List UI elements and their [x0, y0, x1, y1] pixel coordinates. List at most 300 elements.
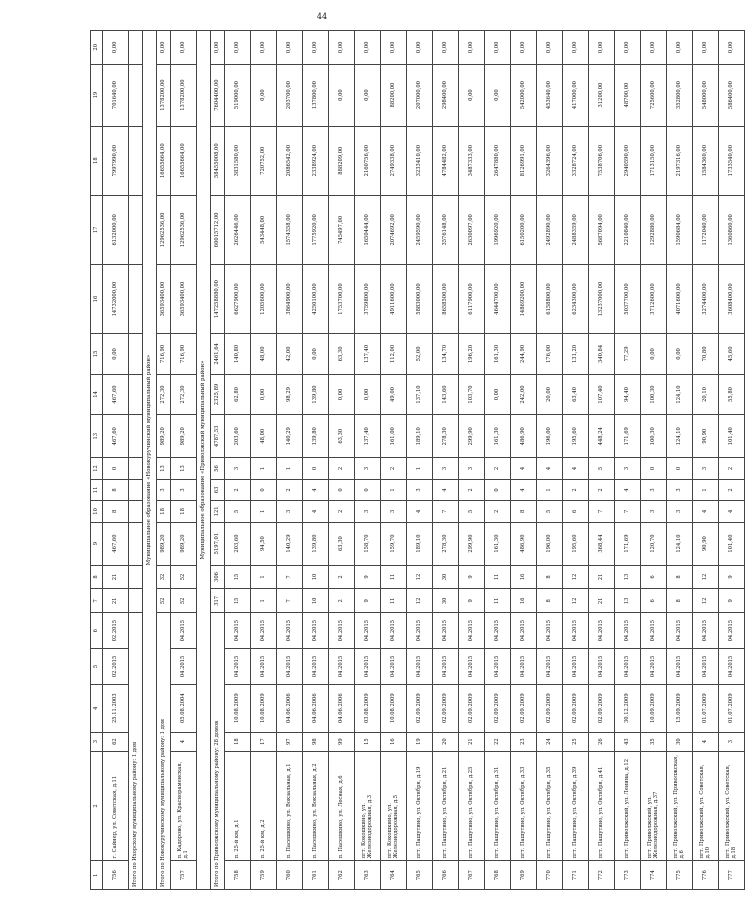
table-cell: 542000,00 [511, 64, 537, 126]
table-cell: 2749338,00 [381, 126, 407, 195]
table-cell: 6234300,00 [563, 264, 589, 333]
table-cell: 10.08.2009 [251, 684, 277, 732]
rotated-table-canvas [90, 30, 737, 890]
table-cell: 2086542,00 [277, 126, 303, 195]
table-cell: 04.2015 [719, 649, 745, 685]
table-cell: 1996920,00 [485, 195, 511, 264]
table-cell: 2160756,00 [355, 126, 381, 195]
table-cell: 0 [485, 479, 511, 500]
table-cell: 196,00 [537, 522, 563, 565]
table-cell: 0,00 [355, 64, 381, 126]
table-cell: 171,69 [615, 522, 641, 565]
table-cell: 101,40 [719, 415, 745, 458]
table-cell: 2940590,00 [615, 126, 641, 195]
table-cell: 161,00 [381, 415, 407, 458]
table-cell: 0,00 [485, 31, 511, 65]
table-cell: 23 [511, 732, 537, 751]
table-cell: 161,30 [485, 334, 511, 375]
table-cell: 63,30 [329, 334, 355, 375]
table-cell: 88200,00 [381, 64, 407, 126]
table-cell: 195,60 [563, 415, 589, 458]
column-number-cell: 12 [91, 458, 103, 479]
table-cell: 0,00 [459, 64, 485, 126]
table-cell: 137,10 [407, 374, 433, 415]
table-row [459, 31, 485, 890]
table-cell: 2 [459, 479, 485, 500]
table-cell: 2 [381, 458, 407, 479]
table-cell: 0,00 [667, 31, 693, 65]
table-cell: 02.09.2009 [511, 684, 537, 732]
table-cell: 4 [407, 501, 433, 522]
table-cell: 02.09.2009 [589, 684, 615, 732]
table-cell: 7 [277, 565, 303, 589]
table-cell: 0,00 [511, 31, 537, 65]
table-cell: 01.07.2009 [693, 684, 719, 732]
table-cell: 756 [103, 861, 129, 890]
table-cell: 3 [641, 479, 667, 500]
table-cell: 2 [329, 565, 355, 589]
table-cell: 6627900,00 [225, 264, 251, 333]
table-body [91, 31, 745, 890]
table-cell: 0,00 [641, 31, 667, 65]
subtotal-cell: 0,00 [157, 31, 171, 65]
table-cell: 1 [407, 458, 433, 479]
subtotal-cell [129, 64, 143, 126]
table-cell: 11 [381, 589, 407, 613]
table-cell: 04.2015 [511, 613, 537, 649]
table-cell: 02.2015 [103, 613, 129, 649]
table-cell: 25 [563, 732, 589, 751]
table-cell: 9 [459, 589, 485, 613]
subtotal-cell: 317 [211, 589, 225, 613]
table-cell: 52 [171, 589, 197, 613]
column-number-cell: 3 [91, 732, 103, 751]
subtotal-label: Итого по Новокуручинскому муниципальному району: 1 дом [157, 613, 171, 890]
subtotal-cell: 13 [157, 458, 171, 479]
table-cell: 1378200,00 [171, 64, 197, 126]
table-cell: 195,60 [563, 522, 589, 565]
table-row [511, 31, 537, 890]
table-cell: 759 [251, 861, 277, 890]
table-cell: 242,00 [511, 374, 537, 415]
table-cell: 2210840,00 [615, 195, 641, 264]
table-cell: 12 [563, 589, 589, 613]
column-number-cell: 16 [91, 264, 103, 333]
table-cell: 137,40 [355, 415, 381, 458]
table-cell: 4 [719, 501, 745, 522]
table-cell: 101,40 [719, 522, 745, 565]
table-cell: 137,40 [355, 334, 381, 375]
table-cell: 1 [277, 458, 303, 479]
table-row [355, 31, 381, 890]
column-number-cell: 11 [91, 479, 103, 500]
table-cell: 35 [641, 732, 667, 751]
table-cell: 30 [433, 565, 459, 589]
subtotal-cell: 63 [211, 479, 225, 500]
table-cell: 0,00 [251, 31, 277, 65]
table-cell: 768 [485, 861, 511, 890]
table-cell: 0,00 [485, 374, 511, 415]
table-cell: 0,00 [485, 64, 511, 126]
subtotal-cell: 5197,01 [211, 522, 225, 565]
table-cell: 49,00 [381, 374, 407, 415]
table-cell: 1775920,00 [303, 195, 329, 264]
table-cell: 04.2015 [459, 613, 485, 649]
table-cell: 453640,00 [537, 64, 563, 126]
table-cell: 8 [103, 479, 129, 500]
table-cell: 776 [693, 861, 719, 890]
table-cell: 04.06.2006 [277, 684, 303, 732]
table-cell: 0,00 [303, 334, 329, 375]
table-cell: 2 [589, 479, 615, 500]
table-cell: 161,30 [485, 522, 511, 565]
subtotal-cell: 0,00 [211, 31, 225, 65]
table-cell: 04.2015 [537, 649, 563, 685]
table-cell: 543448,00 [251, 195, 277, 264]
table-cell: 1205600,00 [251, 264, 277, 333]
table-cell: 124,10 [667, 374, 693, 415]
subtotal-cell: 12962536,00 [157, 195, 171, 264]
table-cell: 207000,00 [407, 64, 433, 126]
table-cell: 20 [433, 732, 459, 751]
table-cell: 11 [485, 565, 511, 589]
table-cell: 63,40 [563, 374, 589, 415]
table-row [589, 31, 615, 890]
table-cell: 1574358,00 [277, 195, 303, 264]
table-cell: 0 [303, 458, 329, 479]
table-cell: 1753700,00 [329, 264, 355, 333]
table-cell: 21 [589, 589, 615, 613]
table-cell: 18 [171, 501, 197, 522]
table-cell: 0,00 [667, 334, 693, 375]
subtotal-cell: 1378200,00 [157, 64, 171, 126]
table-cell: 3487333,00 [459, 126, 485, 195]
table-row [277, 31, 303, 890]
column-number-cell: 1 [91, 861, 103, 890]
table-cell: 203,60 [225, 522, 251, 565]
table-cell: 448,24 [589, 415, 615, 458]
table-cell: 0,00 [355, 374, 381, 415]
address-cell: г. Сайнер, ул. Советская, д.11 [103, 751, 129, 861]
table-cell: 140,80 [225, 334, 251, 375]
table-cell: 03.08.2009 [355, 684, 381, 732]
table-cell: 9 [459, 565, 485, 589]
table-cell: 3 [459, 458, 485, 479]
table-cell: 3 [355, 501, 381, 522]
address-cell: п. Пасешкино, ул. Вокзальная, д.1 [277, 751, 303, 861]
table-cell: 1590684,00 [667, 195, 693, 264]
table-cell: 2 [485, 458, 511, 479]
subtotal-cell: 2325,89 [211, 374, 225, 415]
table-cell: 9 [719, 565, 745, 589]
table-row [171, 31, 197, 890]
column-number-cell: 14 [91, 374, 103, 415]
subtotal-cell: 56 [211, 458, 225, 479]
subtotal-cell: 2461,64 [211, 334, 225, 375]
table-cell: 26 [589, 732, 615, 751]
table-cell: 4 [171, 732, 197, 751]
table-row [251, 31, 277, 890]
subtotal-cell: 32 [157, 565, 171, 589]
table-cell: 14869200,00 [511, 264, 537, 333]
table-cell: 4644700,00 [485, 264, 511, 333]
table-cell: 467,60 [103, 374, 129, 415]
table-cell: 2488359,00 [563, 195, 589, 264]
table-cell: 12 [407, 589, 433, 613]
table-cell: 62,80 [225, 374, 251, 415]
table-cell: 63,30 [329, 522, 355, 565]
table-cell: 10 [303, 589, 329, 613]
table-cell: 278,30 [433, 522, 459, 565]
subtotal-cell: 7604400,00 [211, 64, 225, 126]
table-cell: 586400,00 [719, 64, 745, 126]
table-cell: 45,60 [719, 334, 745, 375]
table-cell: 10 [303, 565, 329, 589]
section-header-row [197, 31, 211, 890]
table-cell: 3328724,00 [563, 126, 589, 195]
address-cell: пгт. Пашутино, ул. Октября, д.21 [433, 751, 459, 861]
table-cell: 159,70 [381, 522, 407, 565]
table-cell: 417000,00 [563, 64, 589, 126]
subtotal-cell [129, 374, 143, 415]
subtotal-cell: 18 [157, 501, 171, 522]
subtotal-row [129, 31, 143, 890]
table-cell: 16 [511, 565, 537, 589]
column-number-cell: 5 [91, 649, 103, 685]
address-cell: п. Пасешкино, ул. Лесная, д.6 [329, 751, 355, 861]
subtotal-row [157, 31, 171, 890]
table-row [381, 31, 407, 890]
table-cell: 767 [459, 861, 485, 890]
table-cell: 20,00 [537, 374, 563, 415]
table-cell: 14732000,00 [103, 264, 129, 333]
table-cell: 5 [459, 501, 485, 522]
table-cell: 02.09.2009 [563, 684, 589, 732]
table-cell: 0,00 [329, 374, 355, 415]
table-row [407, 31, 433, 890]
table-cell: 0,00 [277, 31, 303, 65]
table-cell: 3264396,00 [537, 126, 563, 195]
address-cell: пгт. Приволжский, ул. Советская, д.10 [693, 751, 719, 861]
table-cell: 368,44 [589, 522, 615, 565]
address-cell: пгт. Пашутино, ул. Октября, д.35 [537, 751, 563, 861]
table-cell: 1 [251, 458, 277, 479]
table-cell: 486,90 [511, 522, 537, 565]
table-cell: 4 [615, 479, 641, 500]
table-cell: 2 [277, 479, 303, 500]
table-cell: 48,00 [251, 415, 277, 458]
table-cell: 7 [277, 589, 303, 613]
table-cell: 1 [537, 479, 563, 500]
section-title: Муниципальное образование «Новокуручинский муниципальный район» [143, 31, 157, 890]
table-cell: 2074692,00 [381, 195, 407, 264]
table-cell: 3 [355, 458, 381, 479]
table-row [641, 31, 667, 890]
table-cell: 11 [381, 565, 407, 589]
subtotal-cell: 989,20 [157, 522, 171, 565]
table-cell: 989,20 [171, 522, 197, 565]
table-cell: 15.09.2009 [667, 684, 693, 732]
table-cell: 04.2015 [225, 613, 251, 649]
table-cell: 467,60 [103, 415, 129, 458]
subtotal-cell: 989,20 [157, 415, 171, 458]
table-row [667, 31, 693, 890]
table-cell: 04.2015 [589, 613, 615, 649]
table-cell: 4 [537, 458, 563, 479]
table-cell: 196,20 [459, 334, 485, 375]
table-cell: 0,00 [433, 31, 459, 65]
table-cell: 1 [693, 479, 719, 500]
table-cell: 3712600,00 [641, 264, 667, 333]
subtotal-cell [129, 264, 143, 333]
subtotal-cell: 272,30 [157, 374, 171, 415]
table-cell: 12 [693, 589, 719, 613]
table-cell: 2 [329, 458, 355, 479]
table-cell: 140,29 [277, 415, 303, 458]
table-cell: 0,00 [329, 31, 355, 65]
table-cell: 760 [277, 861, 303, 890]
table-cell: 1172040,00 [693, 195, 719, 264]
table-cell: 120,70 [641, 522, 667, 565]
column-number-cell: 2 [91, 751, 103, 861]
table-cell: 4 [303, 501, 329, 522]
table-cell: 758 [225, 861, 251, 890]
table-cell: 769 [511, 861, 537, 890]
subtotal-cell [129, 565, 143, 589]
table-cell: 04.2015 [251, 649, 277, 685]
table-cell: 8 [103, 501, 129, 522]
table-cell: 764 [381, 861, 407, 890]
table-cell: 299,90 [459, 415, 485, 458]
table-cell: 04.2015 [381, 649, 407, 685]
table-cell: 161,30 [485, 415, 511, 458]
table-cell: 7538706,00 [589, 126, 615, 195]
table-cell: 0,00 [407, 31, 433, 65]
table-cell: 30 [433, 589, 459, 613]
address-cell: пгт. Пашутино, ул. Октября, д.41 [589, 751, 615, 861]
table-cell: 22 [485, 732, 511, 751]
table-cell: 98,29 [277, 374, 303, 415]
table-cell: 888209,00 [329, 126, 355, 195]
table-cell: 766 [433, 861, 459, 890]
table-cell: 745497,00 [329, 195, 355, 264]
table-cell: 5037700,00 [615, 264, 641, 333]
table-cell: 244,90 [511, 334, 537, 375]
table-cell: 04.2015 [615, 613, 641, 649]
table-cell: 2 [719, 479, 745, 500]
table-cell: 30 [667, 732, 693, 751]
table-cell: 6150200,00 [511, 195, 537, 264]
address-cell: п. Пасешкино, ул. Вокзальная, д.2 [303, 751, 329, 861]
column-number-cell: 10 [91, 501, 103, 522]
table-cell: 131,20 [563, 334, 589, 375]
table-cell: 0,00 [459, 31, 485, 65]
table-cell: 2 [485, 501, 511, 522]
table-cell: 90,90 [693, 522, 719, 565]
table-cell: 21 [103, 565, 129, 589]
table-cell: 04.2015 [407, 649, 433, 685]
table-cell: 3 [641, 501, 667, 522]
table-cell: 2459590,00 [407, 195, 433, 264]
table-row [485, 31, 511, 890]
table-cell: 6117900,00 [459, 264, 485, 333]
table-cell: 4 [563, 458, 589, 479]
table-cell: 3 [381, 501, 407, 522]
table-cell: 15 [225, 589, 251, 613]
table-cell: 8 [667, 565, 693, 589]
table-cell: 15 [225, 565, 251, 589]
table-cell: 196,00 [537, 415, 563, 458]
table-cell: 0,00 [693, 31, 719, 65]
table-cell: 1 [251, 589, 277, 613]
table-cell: 43 [615, 732, 641, 751]
column-number-cell: 7 [91, 589, 103, 613]
table-cell: 761 [303, 861, 329, 890]
rotated-table-wrapper [90, 30, 737, 890]
table-cell: 777 [719, 861, 745, 890]
table-cell: 774 [641, 861, 667, 890]
table-cell: 0,00 [537, 31, 563, 65]
table-cell: 5 [225, 501, 251, 522]
table-row [103, 31, 129, 890]
table-cell: 04.2015 [381, 613, 407, 649]
table-cell: 04.2015 [719, 613, 745, 649]
table-cell: 04.2015 [171, 613, 197, 649]
table-cell: 0,00 [303, 31, 329, 65]
table-cell: 04.2015 [563, 649, 589, 685]
table-cell: 3 [615, 458, 641, 479]
table-cell: 203700,00 [277, 64, 303, 126]
table-cell: 70,80 [693, 334, 719, 375]
table-cell: 3 [277, 501, 303, 522]
table-cell: 3831580,00 [225, 126, 251, 195]
column-number-cell: 19 [91, 64, 103, 126]
table-cell: 04.2015 [277, 649, 303, 685]
subtotal-cell: 121 [211, 501, 225, 522]
table-cell: 9 [719, 589, 745, 613]
table-cell: 3 [667, 479, 693, 500]
table-cell: 299,90 [459, 522, 485, 565]
table-cell: 21 [459, 732, 485, 751]
table-cell: 1292880,00 [641, 195, 667, 264]
table-cell: 765 [407, 861, 433, 890]
table-cell: 486,90 [511, 415, 537, 458]
table-cell: 139,80 [303, 522, 329, 565]
subtotal-cell: 147258880,00 [211, 264, 225, 333]
table-cell: 63,30 [329, 415, 355, 458]
table-cell: 04.2015 [251, 613, 277, 649]
page-number: 44 [316, 12, 328, 21]
column-number-cell: 9 [91, 522, 103, 565]
table-cell: 0,00 [329, 64, 355, 126]
column-number-cell: 4 [91, 684, 103, 732]
table-cell: 5687094,00 [589, 195, 615, 264]
table-cell: 30.12.2009 [615, 684, 641, 732]
table-cell: 0 [329, 479, 355, 500]
table-cell: 12962536,00 [171, 195, 197, 264]
table-cell: 124,10 [667, 522, 693, 565]
table-cell: 13 [615, 589, 641, 613]
address-cell: пгт. Пашутино, ул. Октября, д.31 [485, 751, 511, 861]
table-cell: 1650444,00 [355, 195, 381, 264]
table-cell: 0,00 [589, 31, 615, 65]
subtotal-cell: 60015712,00 [211, 195, 225, 264]
table-cell: 02.09.2009 [459, 684, 485, 732]
column-number-row [91, 31, 103, 890]
address-cell: пгт. Приволжский, ул. Железнодорожная, д.37 [641, 751, 667, 861]
subtotal-cell: 16655664,00 [157, 126, 171, 195]
table-row [719, 31, 745, 890]
